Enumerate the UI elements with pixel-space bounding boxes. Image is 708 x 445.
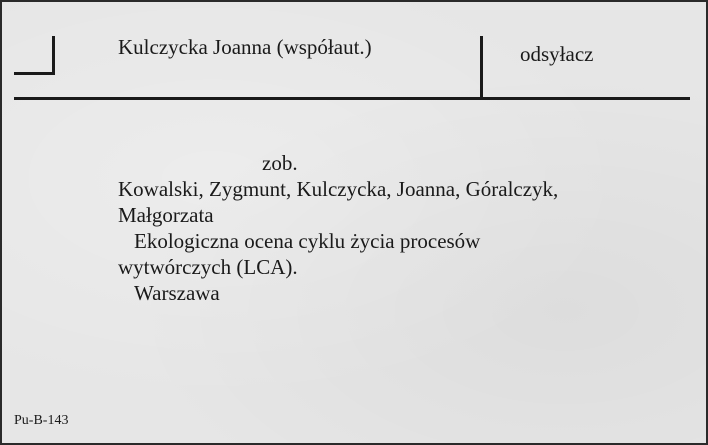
card-type-label: odsyłacz [520,42,594,66]
shelf-signature: Pu-B-143 [14,413,69,428]
authors-line-1: Kowalski, Zygmunt, Kulczycka, Joanna, Góralczyk, [118,177,559,201]
authors-line-2: Małgorzata [118,203,214,227]
publication-place: Warszawa [134,281,220,305]
horizontal-rule [14,97,690,100]
title-line-1: Ekologiczna ocena cyklu życia procesów [134,229,481,253]
card-body [118,150,658,306]
title-line-2: wytwórczych (LCA). [118,255,298,279]
heading-author: Kulczycka Joanna (współaut.) [118,35,372,59]
see-reference: zob. [262,151,298,175]
vertical-divider [480,36,483,98]
corner-mark [14,36,55,75]
